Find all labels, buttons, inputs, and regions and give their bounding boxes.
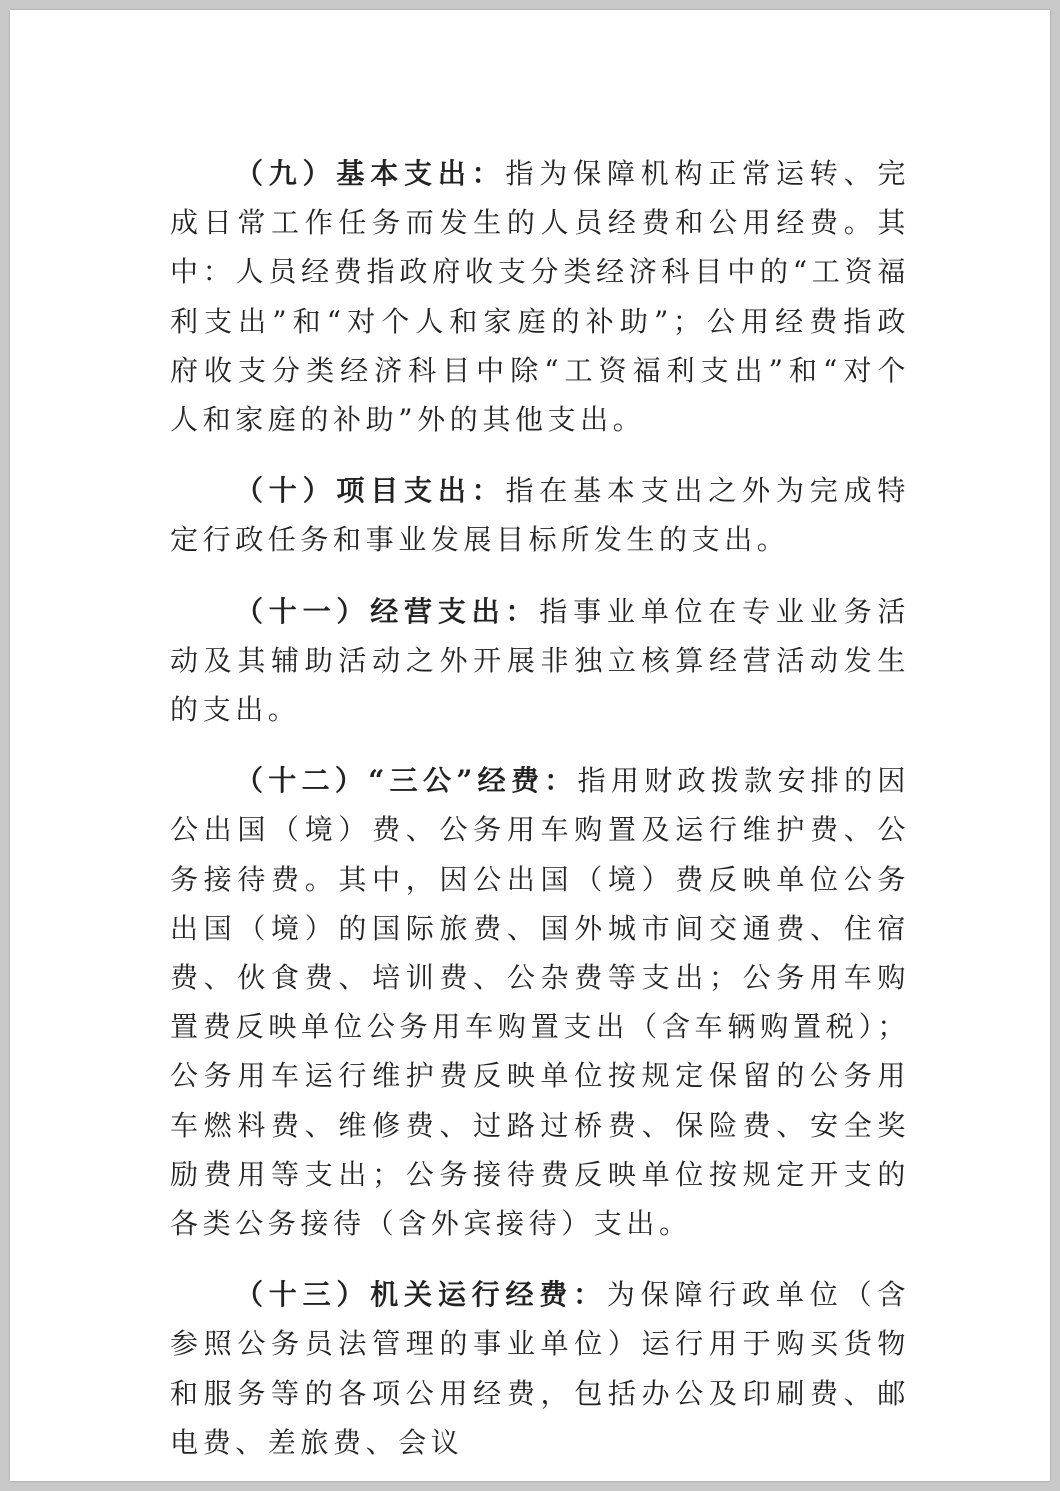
document-page (10, 10, 1050, 1481)
paragraph-text: 指事业单位在专业业务活动及其辅助活动之外开展非独立核算经营活动发生的支出。 (170, 594, 910, 727)
paragraph-project-expenditure (170, 466, 910, 564)
paragraph-agency-operating-expenses (170, 1270, 910, 1467)
paragraph-basic-expenditure (170, 149, 910, 444)
paragraph-heading: （十三）机关运行经费： (235, 1278, 607, 1312)
paragraph-heading: （十一）经营支出： (235, 594, 540, 628)
paragraph-three-public-expenses (170, 756, 910, 1248)
document-body (170, 149, 910, 1489)
paragraph-text: 指用财政拨款安排的因公出国（境）费、公务用车购置及运行维护费、公务接待费。其中，因公出国（境）费反映单位公务出国（境）的国际旅费、国外城市间交通费、住宿费、伙食费、培训费、公杂费等支出；公务用车购置费反映单位公务用车购置支出（含车辆购置税）；公务用车运行维护费反映单位按规定保留的公务用车燃料费、维修费、过路过桥费、保险费、安全奖励费用等支出；公务接待费反映单位按规定开支的各类公务接待（含外宾接待）支出。 (170, 764, 910, 1241)
paragraph-text: 指为保障机构正常运转、完成日常工作任务而发生的人员经费和公用经费。其中：人员经费指政府收支分类经济科目中的“工资福利支出”和“对个人和家庭的补助”；公用经费指政府收支分类经济科目中除“工资福利支出”和“对个人和家庭的补助”外的其他支出。 (170, 157, 910, 437)
paragraph-heading: （十）项目支出： (235, 474, 506, 508)
paragraph-heading: （十二）“三公”经费： (235, 764, 578, 798)
paragraph-text: 为保障行政单位（含参照公务员法管理的事业单位）运行用于购买货物和服务等的各项公用经费，包括办公及印刷费、邮电费、差旅费、会议 (170, 1278, 911, 1459)
paragraph-operating-expenditure (170, 587, 910, 735)
paragraph-text: 指在基本支出之外为完成特定行政任务和事业发展目标所发生的支出。 (170, 474, 910, 557)
paragraph-heading: （九）基本支出： (235, 157, 506, 190)
